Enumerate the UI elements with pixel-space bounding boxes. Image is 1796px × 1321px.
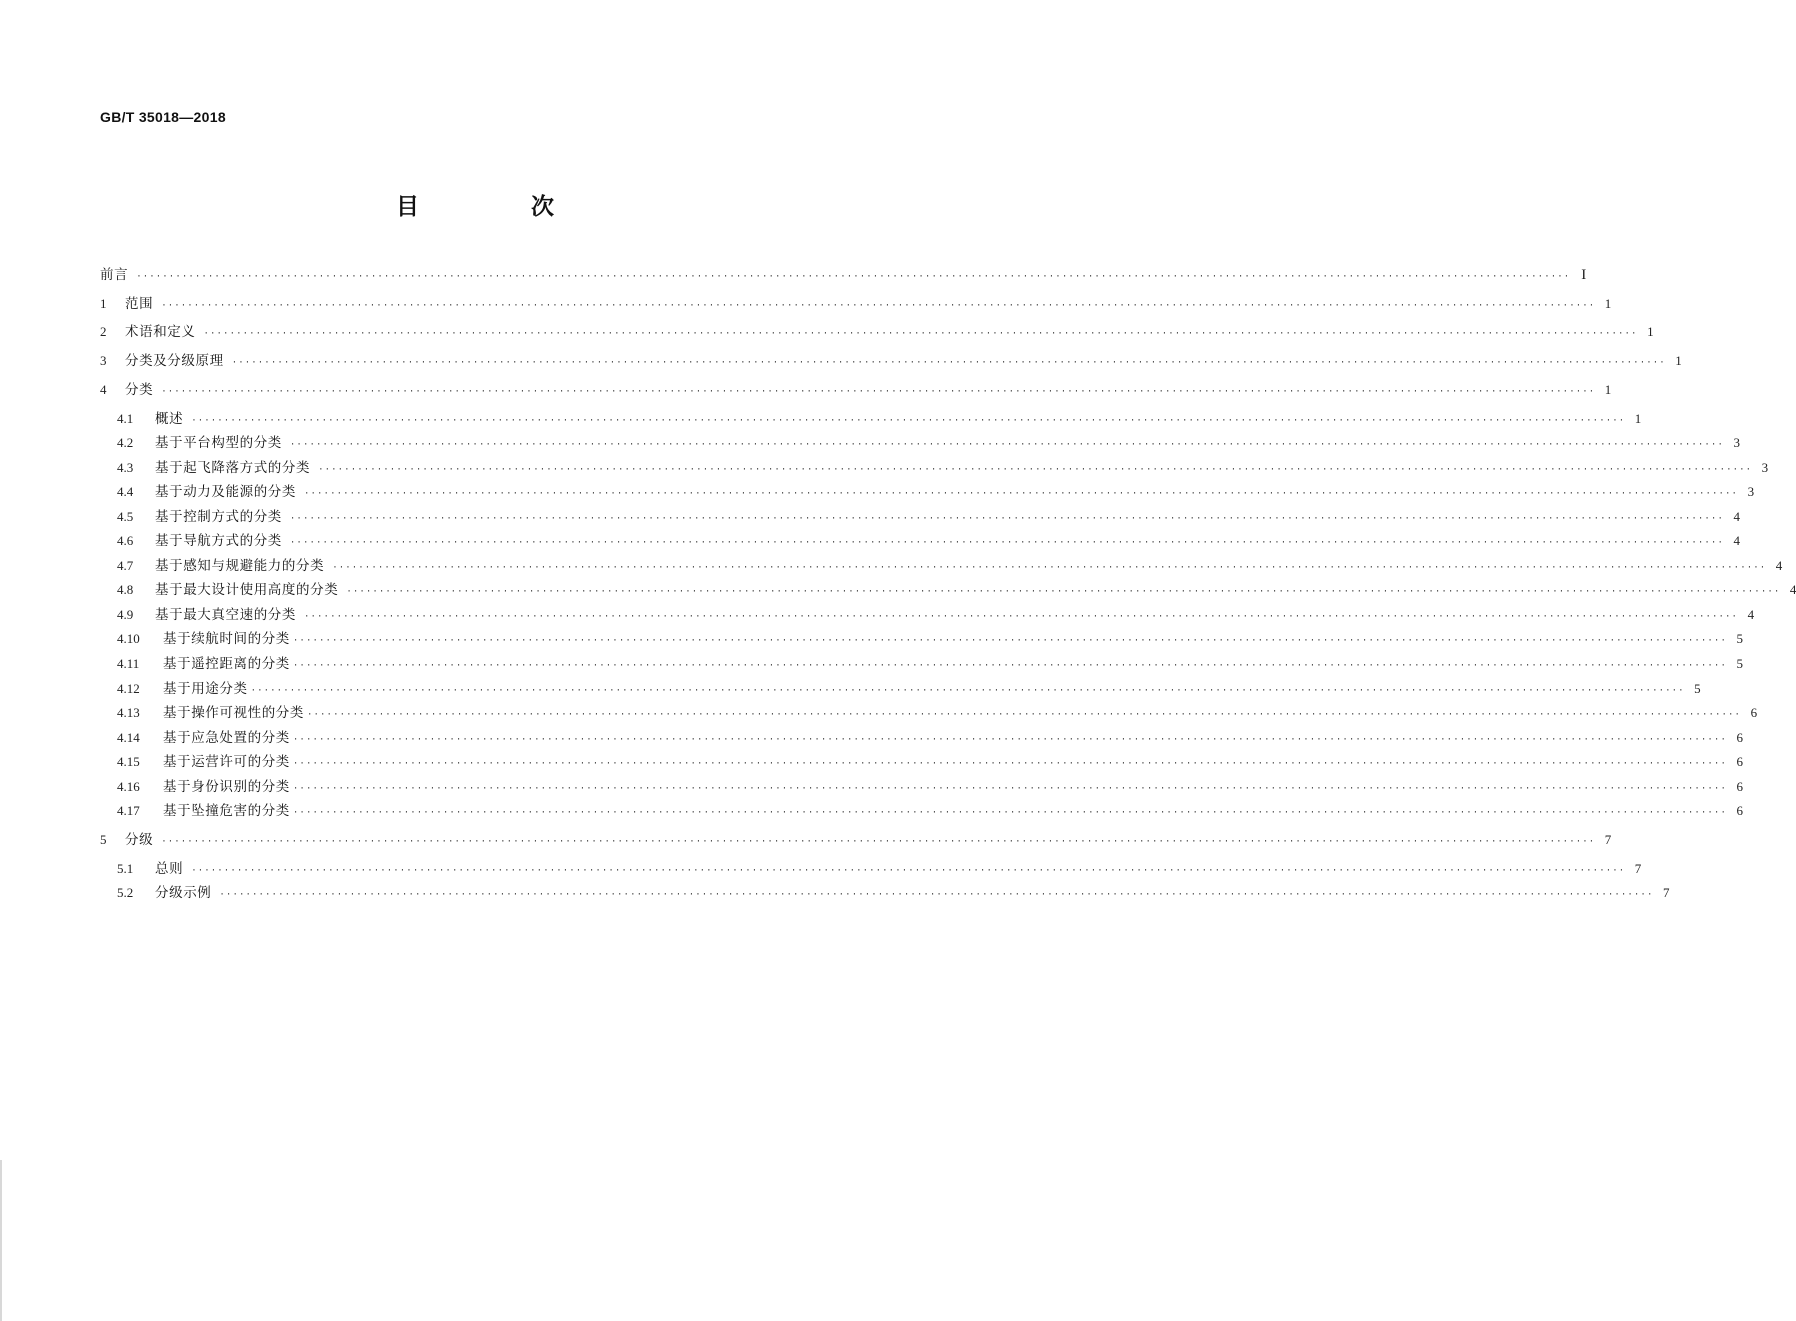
scan-edge-shadow bbox=[0, 1160, 2, 1321]
toc-entry-number: 4.6 bbox=[117, 533, 134, 549]
toc-entry[interactable] bbox=[117, 652, 1743, 676]
toc-entry-page: I bbox=[1581, 267, 1587, 283]
toc-entry-number: 4.10 bbox=[117, 631, 140, 647]
toc-entry-number: 4.17 bbox=[117, 803, 140, 819]
toc-leader-dots: ···························································································································································································································· bbox=[191, 415, 1626, 426]
toc-entry-number: 4.2 bbox=[117, 435, 134, 451]
toc-entry[interactable] bbox=[117, 677, 1701, 701]
toc-leader-dots: ···························································································································································································································· bbox=[289, 440, 1724, 451]
toc-entry-number: 5.1 bbox=[117, 860, 134, 876]
toc-title: 目 次 bbox=[395, 194, 606, 220]
toc-entry-page: 1 bbox=[1647, 324, 1654, 340]
toc-entry-page: 6 bbox=[1736, 754, 1743, 770]
toc-entry-page: 6 bbox=[1750, 705, 1758, 721]
toc-entry-label: 术语和定义 bbox=[125, 324, 196, 341]
toc-leader-dots: ···························································································································································································································· bbox=[203, 329, 1638, 340]
toc-entry[interactable] bbox=[117, 456, 1769, 480]
toc-entry[interactable] bbox=[117, 480, 1755, 504]
toc-entry-page: 4 bbox=[1789, 582, 1796, 598]
toc-entry-number: 4.14 bbox=[117, 729, 140, 745]
toc-entry[interactable] bbox=[117, 881, 1670, 905]
toc-entry-label: 基于控制方式的分类 bbox=[155, 508, 282, 525]
toc-entry[interactable] bbox=[117, 627, 1743, 651]
toc-entry-label: 基于坠撞危害的分类 bbox=[163, 803, 290, 820]
toc-entry[interactable] bbox=[100, 263, 1587, 287]
toc-entry-number: 1 bbox=[100, 295, 107, 311]
toc-entry-number: 4.15 bbox=[117, 754, 140, 770]
toc-entry-label: 基于平台构型的分类 bbox=[155, 435, 282, 452]
toc-entry-label: 基于最大真空速的分类 bbox=[155, 606, 296, 623]
toc-leader-dots: ···························································································································································································································· bbox=[161, 300, 1596, 311]
toc-entry-number: 4 bbox=[100, 381, 107, 397]
toc-entry-page: 4 bbox=[1775, 557, 1783, 573]
toc-entry-number: 4.16 bbox=[117, 778, 140, 794]
toc-entry-number: 4.4 bbox=[117, 484, 134, 500]
toc-entry-number: 4.8 bbox=[117, 582, 134, 598]
toc-entry[interactable] bbox=[100, 828, 1612, 852]
toc-entry-label: 基于遥控距离的分类 bbox=[163, 656, 290, 672]
toc-leader-dots: ···························································································································································································································· bbox=[292, 783, 1727, 794]
toc-entry[interactable] bbox=[117, 505, 1740, 529]
toc-entry[interactable] bbox=[117, 799, 1743, 823]
toc-entry-page: 7 bbox=[1662, 885, 1670, 901]
toc-entry-label: 基于动力及能源的分类 bbox=[155, 484, 296, 501]
toc-entry-number: 4.9 bbox=[117, 606, 134, 622]
toc-entry-label: 基于操作可视性的分类 bbox=[163, 705, 304, 722]
toc-entry-label: 基于导航方式的分类 bbox=[155, 533, 282, 550]
toc-entry[interactable] bbox=[100, 320, 1654, 344]
toc-entry-page: 4 bbox=[1747, 606, 1755, 622]
toc-leader-dots: ···························································································································································································································· bbox=[191, 865, 1626, 876]
toc-entry[interactable] bbox=[117, 603, 1755, 627]
toc-entry-page: 1 bbox=[1604, 381, 1612, 397]
toc-leader-dots: ···························································································································································································································· bbox=[304, 611, 1739, 622]
toc-entry-label: 分类 bbox=[125, 381, 154, 398]
toc-entry-label: 基于起飞降落方式的分类 bbox=[155, 459, 311, 476]
toc-leader-dots: ···························································································································································································································· bbox=[292, 636, 1727, 647]
toc-entry-label: 范围 bbox=[125, 295, 154, 312]
toc-entry[interactable] bbox=[117, 578, 1796, 602]
toc-entry-number: 4.7 bbox=[117, 557, 134, 573]
toc-entry-page: 3 bbox=[1733, 435, 1740, 451]
toc-leader-dots: ···························································································································································································································· bbox=[231, 358, 1666, 369]
toc-leader-dots: ···························································································································································································································· bbox=[292, 808, 1727, 819]
toc-leader-dots: ···························································································································································································································· bbox=[219, 890, 1654, 901]
toc-entry-page: 5 bbox=[1736, 631, 1743, 647]
toc-entry-label: 总则 bbox=[155, 860, 184, 877]
toc-entry-number: 4.3 bbox=[117, 459, 134, 475]
toc-leader-dots: ···························································································································································································································· bbox=[161, 386, 1596, 397]
toc-entry-label: 分级示例 bbox=[155, 885, 212, 902]
toc-leader-dots: ···························································································································································································································· bbox=[318, 464, 1753, 475]
toc-leader-dots: ···························································································································································································································· bbox=[289, 513, 1724, 524]
toc-entry-page: 4 bbox=[1733, 508, 1740, 524]
toc-entry[interactable] bbox=[117, 554, 1783, 578]
toc-entry[interactable] bbox=[117, 857, 1642, 881]
toc-entry[interactable] bbox=[117, 407, 1642, 431]
toc-leader-dots: ···························································································································································································································· bbox=[161, 837, 1596, 847]
toc-entry[interactable] bbox=[117, 431, 1740, 455]
toc-entry[interactable] bbox=[117, 701, 1758, 725]
toc-entry-label: 基于应急处置的分类 bbox=[163, 729, 290, 746]
toc-entry-page: 5 bbox=[1694, 680, 1701, 696]
toc-entry-page: 1 bbox=[1675, 353, 1682, 369]
document-code: GB/T 35018—2018 bbox=[100, 109, 226, 125]
toc-entry-page: 5 bbox=[1736, 656, 1743, 671]
toc-entry-number: 4.12 bbox=[117, 680, 140, 696]
toc-leader-dots: ···························································································································································································································· bbox=[332, 562, 1767, 573]
toc-entry-label: 基于续航时间的分类 bbox=[163, 631, 290, 648]
toc-entry-label: 基于用途分类 bbox=[163, 680, 248, 697]
toc-entry-label: 基于最大设计使用高度的分类 bbox=[155, 582, 339, 599]
toc-entry-label: 分类及分级原理 bbox=[125, 353, 224, 370]
toc-entry-number: 4.13 bbox=[117, 705, 140, 721]
toc-entry-page: 1 bbox=[1634, 410, 1642, 426]
toc-entry-page: 6 bbox=[1736, 803, 1743, 819]
toc-entry[interactable] bbox=[100, 349, 1682, 373]
toc-entry[interactable] bbox=[100, 292, 1612, 316]
toc-leader-dots: ···························································································································································································································· bbox=[289, 538, 1724, 549]
toc-entry-page: 3 bbox=[1747, 484, 1755, 500]
toc-entry-label: 概述 bbox=[155, 410, 184, 427]
toc-entry-number: 4.1 bbox=[117, 410, 134, 426]
toc-entry-label: 分级 bbox=[125, 832, 154, 848]
toc-entry-page: 7 bbox=[1634, 860, 1642, 876]
toc-entry-page: 1 bbox=[1604, 295, 1612, 311]
toc-entry-label: 基于运营许可的分类 bbox=[163, 754, 290, 771]
toc-entry-number: 3 bbox=[100, 353, 107, 369]
toc-leader-dots: ···························································································································································································································· bbox=[136, 272, 1571, 282]
toc-entry-label: 前言 bbox=[100, 267, 129, 283]
toc-entry-number: 4.11 bbox=[117, 656, 140, 671]
toc-entry-page: 7 bbox=[1604, 832, 1612, 847]
toc-entry[interactable] bbox=[117, 726, 1743, 750]
toc-entry-number: 4.5 bbox=[117, 508, 134, 524]
toc-entry-number: 5 bbox=[100, 832, 107, 847]
toc-entry-page: 6 bbox=[1736, 778, 1743, 794]
toc-entry-number: 2 bbox=[100, 324, 107, 340]
toc-leader-dots: ···························································································································································································································· bbox=[307, 710, 1742, 721]
toc-leader-dots: ···························································································································································································································· bbox=[346, 587, 1781, 598]
toc-entry-page: 4 bbox=[1733, 533, 1740, 549]
toc-entry[interactable] bbox=[100, 378, 1612, 402]
toc-entry-page: 3 bbox=[1761, 459, 1769, 475]
toc-leader-dots: ···························································································································································································································· bbox=[250, 685, 1685, 696]
toc-entry[interactable] bbox=[117, 775, 1743, 799]
toc-entry-number: 5.2 bbox=[117, 885, 134, 901]
toc-leader-dots: ···························································································································································································································· bbox=[292, 661, 1727, 671]
toc-entry-page: 6 bbox=[1736, 729, 1743, 745]
toc-entry[interactable] bbox=[117, 750, 1743, 774]
toc-entry[interactable] bbox=[117, 529, 1740, 553]
toc-entry-label: 基于身份识别的分类 bbox=[163, 778, 290, 795]
toc-leader-dots: ···························································································································································································································· bbox=[292, 759, 1727, 770]
toc-leader-dots: ···························································································································································································································· bbox=[304, 489, 1739, 500]
toc-leader-dots: ···························································································································································································································· bbox=[292, 734, 1727, 745]
toc-entry-label: 基于感知与规避能力的分类 bbox=[155, 557, 325, 574]
